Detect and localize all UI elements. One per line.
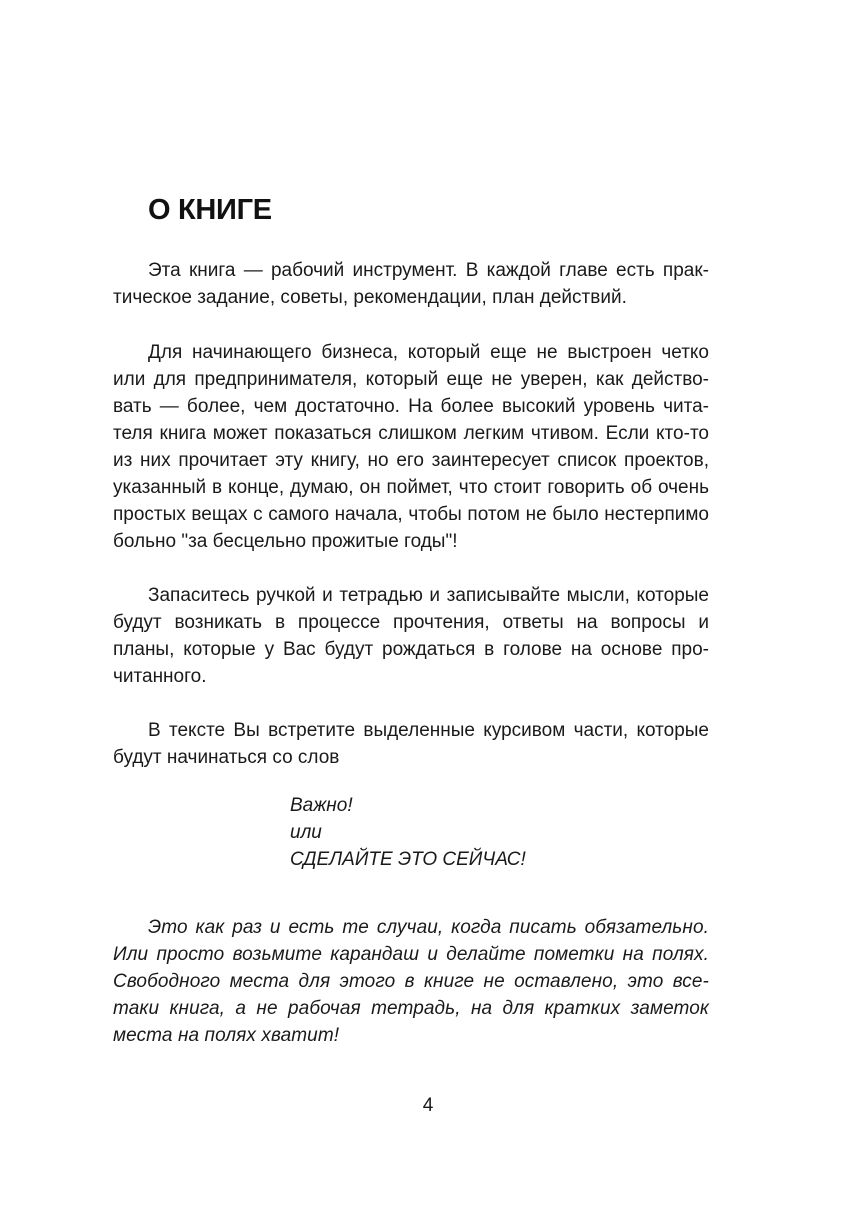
emphasis-line-do-it-now: СДЕЛАЙТЕ ЭТО СЕЙЧАС! (290, 849, 526, 870)
paragraph-italic-parts: В тексте Вы встретите выделенные курсивом части, которые будут начинаться со слов (113, 720, 709, 768)
paragraph-intro: Эта книга — рабочий инструмент. В каждой главе есть практическое задание, советы, рекомендации, план действий. (113, 260, 709, 308)
paragraph-closing-italic: Это как раз и есть те случаи, когда писать обязательно. Или просто возьмите карандаш и делайте пометки на полях. Свободного места для этого в книге не оставлено, это все-таки книга, а не рабочая тетрадь, на для кратких заметок места на полях хватит! (113, 917, 709, 1046)
emphasis-block (290, 792, 610, 873)
page-number: 4 (422, 1095, 434, 1116)
paragraph-audience: Для начинающего бизнеса, который еще не выстроен четко или для предпринимателя, который еще не уверен, как действовать — более, чем достаточно. На более высокий уровень читателя книга может показаться слишком легким чтивом. Если кто-то из них прочитает эту книгу, но его заинтересует список проектов, указанный в конце, думаю, он поймет, что стоит говорить об очень простых вещах с самого начала, чтобы потом не было нестерпимо больно "за бесцельно прожитые годы"! (113, 342, 709, 552)
page-title: О КНИГЕ (148, 194, 272, 226)
paragraph-notes: Запаситесь ручкой и тетрадью и записывайте мысли, которые будут возникать в процессе прочтения, ответы на вопросы и планы, которые у Вас будут рождаться в голове на основе прочитанного. (113, 585, 709, 687)
emphasis-line-important: Важно! (290, 795, 353, 816)
emphasis-line-or: или (290, 822, 322, 843)
